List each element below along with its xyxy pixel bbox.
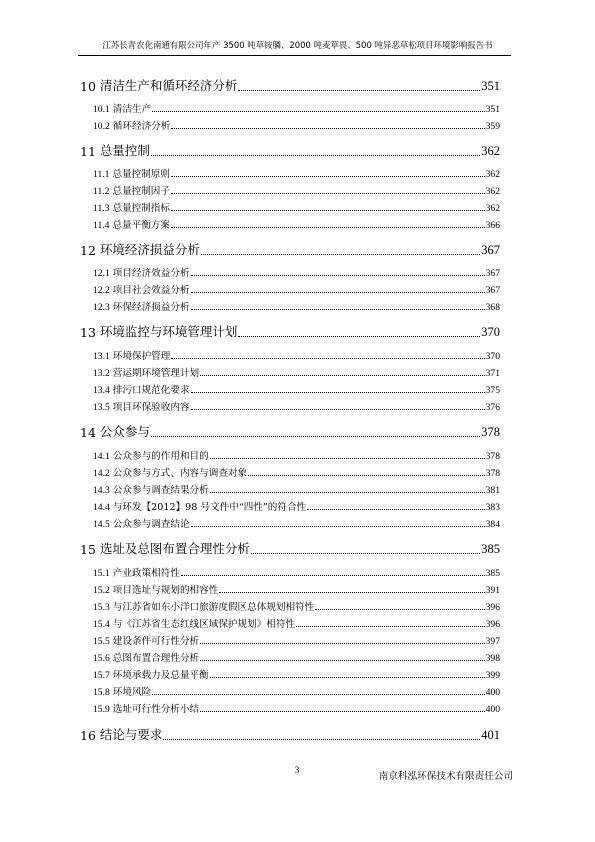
toc-chapter-entry[interactable]	[80, 727, 500, 743]
toc-section-entry[interactable]	[93, 518, 500, 530]
toc-entry-title: 清洁生产和循环经济分析	[99, 78, 238, 93]
toc-section-entry[interactable]	[93, 450, 500, 462]
toc-entry-page: 362	[485, 203, 500, 214]
toc-entry-title: 产业政策相符性	[112, 568, 180, 579]
dot-leader	[171, 176, 485, 177]
toc-section-entry[interactable]	[93, 185, 500, 197]
toc-entry-number: 11.4	[93, 220, 110, 231]
toc-entry-page: 375	[485, 385, 500, 396]
toc-entry-page: 399	[485, 670, 500, 681]
toc-entry-title: 环境经济损益分析	[99, 242, 200, 257]
toc-entry-title: 与《江苏省生态红线区域保护规划》相符性	[112, 619, 296, 630]
toc-entry-number: 15.1	[93, 568, 110, 579]
toc-entry-page: 362	[481, 144, 500, 158]
dot-leader	[152, 694, 484, 695]
toc-entry-number: 10.1	[93, 104, 110, 115]
dot-leader	[191, 309, 485, 310]
toc-entry-number: 13.4	[93, 385, 110, 396]
toc-chapter-entry[interactable]	[80, 424, 500, 440]
toc-entry-title: 总量控制	[99, 143, 150, 158]
toc-entry-number: 10.2	[93, 121, 110, 132]
toc-entry-title: 环保经济损益分析	[112, 302, 190, 313]
toc-entry-title: 环境保护管理	[112, 351, 171, 362]
dot-leader	[171, 193, 485, 194]
toc-entry-page: 378	[485, 468, 500, 479]
toc-entry-page: 362	[485, 169, 500, 180]
toc-entry-number: 14.3	[93, 485, 110, 496]
toc-entry-page: 362	[485, 186, 500, 197]
page-number: 3	[294, 766, 300, 776]
toc-entry-page: 367	[485, 285, 500, 296]
dot-leader	[191, 292, 485, 293]
toc-entry-page: 378	[485, 451, 500, 462]
toc-entry-title: 清洁生产	[112, 104, 152, 115]
toc-section-entry[interactable]	[93, 103, 500, 115]
toc-entry-number: 13	[80, 325, 96, 340]
toc-entry-page: 396	[485, 619, 500, 630]
toc-entry-title: 排污口规范化要求	[112, 385, 190, 396]
toc-entry-page: 351	[481, 79, 500, 93]
dot-leader	[171, 227, 485, 228]
dot-leader	[219, 592, 484, 593]
dot-leader	[191, 392, 485, 393]
toc-entry-page: 378	[481, 425, 500, 439]
dot-leader	[201, 254, 480, 255]
dot-leader	[151, 436, 480, 437]
toc-entry-title: 建设条件可行性分析	[112, 636, 200, 647]
toc-chapter-entry[interactable]	[80, 78, 500, 94]
toc-entry-number: 15.2	[93, 585, 110, 596]
dot-leader	[171, 128, 484, 129]
toc-section-entry[interactable]	[93, 686, 500, 698]
toc-section-entry[interactable]	[93, 401, 500, 413]
toc-entry-title: 总量平衡方案	[112, 220, 170, 231]
toc-entry-number: 13.5	[93, 402, 110, 413]
toc-section-entry[interactable]	[93, 703, 500, 715]
toc-entry-number: 15.9	[93, 704, 110, 715]
dot-leader	[200, 660, 484, 661]
dot-leader	[210, 458, 485, 459]
toc-entry-number: 12	[80, 243, 96, 258]
toc-section-entry[interactable]	[93, 301, 500, 313]
toc-entry-number: 10	[80, 79, 96, 94]
toc-entry-number: 15.7	[93, 670, 110, 681]
toc-entry-number: 11.2	[93, 186, 110, 197]
toc-entry-title: 选址及总图布置合理性分析	[99, 541, 250, 556]
toc-chapter-entry[interactable]	[80, 541, 500, 557]
toc-entry-page: 368	[485, 302, 500, 313]
dot-leader	[210, 677, 485, 678]
toc-entry-page: 370	[481, 325, 500, 339]
toc-entry-title: 公众参与方式、内容与调查对象	[112, 468, 248, 479]
toc-entry-title: 与环发【2012】98 号文件中“四性”的符合性	[112, 502, 307, 513]
toc-section-entry[interactable]	[93, 168, 500, 180]
toc-entry-page: 376	[485, 402, 500, 413]
toc-entry-number: 16	[80, 728, 96, 743]
dot-leader	[171, 210, 485, 211]
toc-entry-number: 12.1	[93, 268, 110, 279]
toc-entry-page: 385	[485, 568, 500, 579]
toc-entry-title: 公众参与	[99, 424, 150, 439]
toc-entry-number: 13.1	[93, 351, 110, 362]
toc-entry-number: 11.1	[93, 169, 110, 180]
toc-entry-title: 营运期环境管理计划	[112, 368, 200, 379]
dot-leader	[210, 492, 485, 493]
toc-entry-page: 367	[485, 268, 500, 279]
toc-section-entry[interactable]	[93, 284, 500, 296]
toc-entry-title: 循环经济分析	[112, 121, 171, 132]
toc-entry-page: 366	[485, 220, 500, 231]
toc-section-entry[interactable]	[93, 652, 500, 664]
toc-chapter-entry[interactable]	[80, 324, 500, 340]
dot-leader	[200, 643, 484, 644]
toc-entry-page: 401	[481, 728, 500, 742]
toc-entry-title: 公众参与调查结论	[112, 519, 190, 530]
toc-entry-number: 14.4	[93, 502, 110, 513]
dot-leader	[191, 409, 485, 410]
toc-section-entry[interactable]	[93, 350, 500, 362]
toc-section-entry[interactable]	[93, 484, 500, 496]
toc-entry-number: 15.8	[93, 687, 110, 698]
toc-entry-title: 公众参与调查结果分析	[112, 485, 209, 496]
toc-entry-number: 14	[80, 425, 96, 440]
toc-entry-number: 12.2	[93, 285, 110, 296]
toc-entry-title: 公众参与的作用和目的	[112, 451, 209, 462]
toc-entry-number: 11	[80, 144, 96, 159]
dot-leader	[248, 475, 485, 476]
toc-entry-title: 总量控制原则	[112, 169, 170, 180]
toc-entry-number: 12.3	[93, 302, 110, 313]
document-header: 江苏长青农化南通有限公司年产 3500 吨草铵膦、2000 吨麦草畏、500 吨异恶草松项目环境影响报告书	[102, 40, 493, 50]
toc-section-entry[interactable]	[93, 635, 500, 647]
dot-leader	[200, 375, 484, 376]
dot-leader	[181, 575, 485, 576]
toc-section-entry[interactable]	[93, 384, 500, 396]
toc-entry-number: 11.3	[93, 203, 110, 214]
toc-entry-title: 环境风险	[112, 687, 152, 698]
toc-section-entry[interactable]	[93, 501, 500, 513]
toc-entry-page: 385	[481, 542, 500, 556]
toc-entry-number: 15.5	[93, 636, 110, 647]
toc-entry-number: 14.2	[93, 468, 110, 479]
toc-entry-page: 371	[485, 368, 500, 379]
toc-entry-page: 381	[485, 485, 500, 496]
dot-leader	[200, 711, 484, 712]
toc-entry-title: 环境监控与环境管理计划	[99, 324, 238, 339]
toc-section-entry[interactable]	[93, 567, 500, 579]
dot-leader	[307, 509, 484, 510]
dot-leader	[151, 155, 480, 156]
company-name: 南京科泓环保技术有限责任公司	[378, 771, 513, 782]
dot-leader	[163, 739, 480, 740]
dot-leader	[191, 526, 485, 527]
toc-entry-title: 项目选址与规划的相容性	[112, 585, 219, 596]
toc-entry-number: 15.3	[93, 602, 110, 613]
toc-section-entry[interactable]	[93, 601, 500, 613]
dot-leader	[238, 90, 480, 91]
toc-entry-page: 396	[485, 602, 500, 613]
toc-entry-title: 总量控制指标	[112, 203, 170, 214]
toc-entry-title: 项目环保验收内容	[112, 402, 190, 413]
toc-entry-number: 13.2	[93, 368, 110, 379]
dot-leader	[296, 626, 485, 627]
toc-entry-number: 15.6	[93, 653, 110, 664]
toc-section-entry[interactable]	[93, 584, 500, 596]
toc-entry-number: 15	[80, 542, 96, 557]
toc-section-entry[interactable]	[93, 219, 500, 231]
toc-entry-title: 选址可行性分析小结	[112, 704, 200, 715]
toc-entry-page: 398	[485, 653, 500, 664]
toc-entry-title: 与江苏省如东小洋口旅游度假区总体规划相符性	[112, 602, 315, 613]
toc-section-entry[interactable]	[93, 467, 500, 479]
toc-entry-page: 400	[485, 704, 500, 715]
toc-entry-page: 400	[485, 687, 500, 698]
dot-leader	[171, 358, 484, 359]
toc-entry-page: 391	[485, 585, 500, 596]
toc-entry-page: 397	[485, 636, 500, 647]
toc-entry-number: 14.5	[93, 519, 110, 530]
toc-section-entry[interactable]	[93, 367, 500, 379]
toc-chapter-entry[interactable]	[80, 143, 500, 159]
toc-entry-number: 15.4	[93, 619, 110, 630]
toc-entry-page: 359	[485, 121, 500, 132]
toc-entry-title: 结论与要求	[99, 727, 163, 742]
toc-entry-page: 351	[485, 104, 500, 115]
toc-entry-title: 总量控制因子	[112, 186, 170, 197]
toc-entry-page: 384	[485, 519, 500, 530]
toc-entry-title: 总图布置合理性分析	[112, 653, 200, 664]
toc-section-entry[interactable]	[93, 267, 500, 279]
toc-chapter-entry[interactable]	[80, 242, 500, 258]
toc-section-entry[interactable]	[93, 120, 500, 132]
toc-entry-title: 项目经济效益分析	[112, 268, 190, 279]
toc-entry-page: 367	[481, 243, 500, 257]
toc-section-entry[interactable]	[93, 669, 500, 681]
toc-section-entry[interactable]	[93, 202, 500, 214]
dot-leader	[152, 111, 484, 112]
toc-section-entry[interactable]	[93, 618, 500, 630]
toc-entry-title: 环境承载力及总量平衡	[112, 670, 209, 681]
toc-entry-page: 370	[485, 351, 500, 362]
dot-leader	[315, 609, 484, 610]
toc-entry-number: 14.1	[93, 451, 110, 462]
toc-entry-title: 项目社会效益分析	[112, 285, 190, 296]
toc-entry-page: 383	[485, 502, 500, 513]
dot-leader	[191, 275, 485, 276]
dot-leader	[251, 553, 480, 554]
dot-leader	[238, 336, 480, 337]
